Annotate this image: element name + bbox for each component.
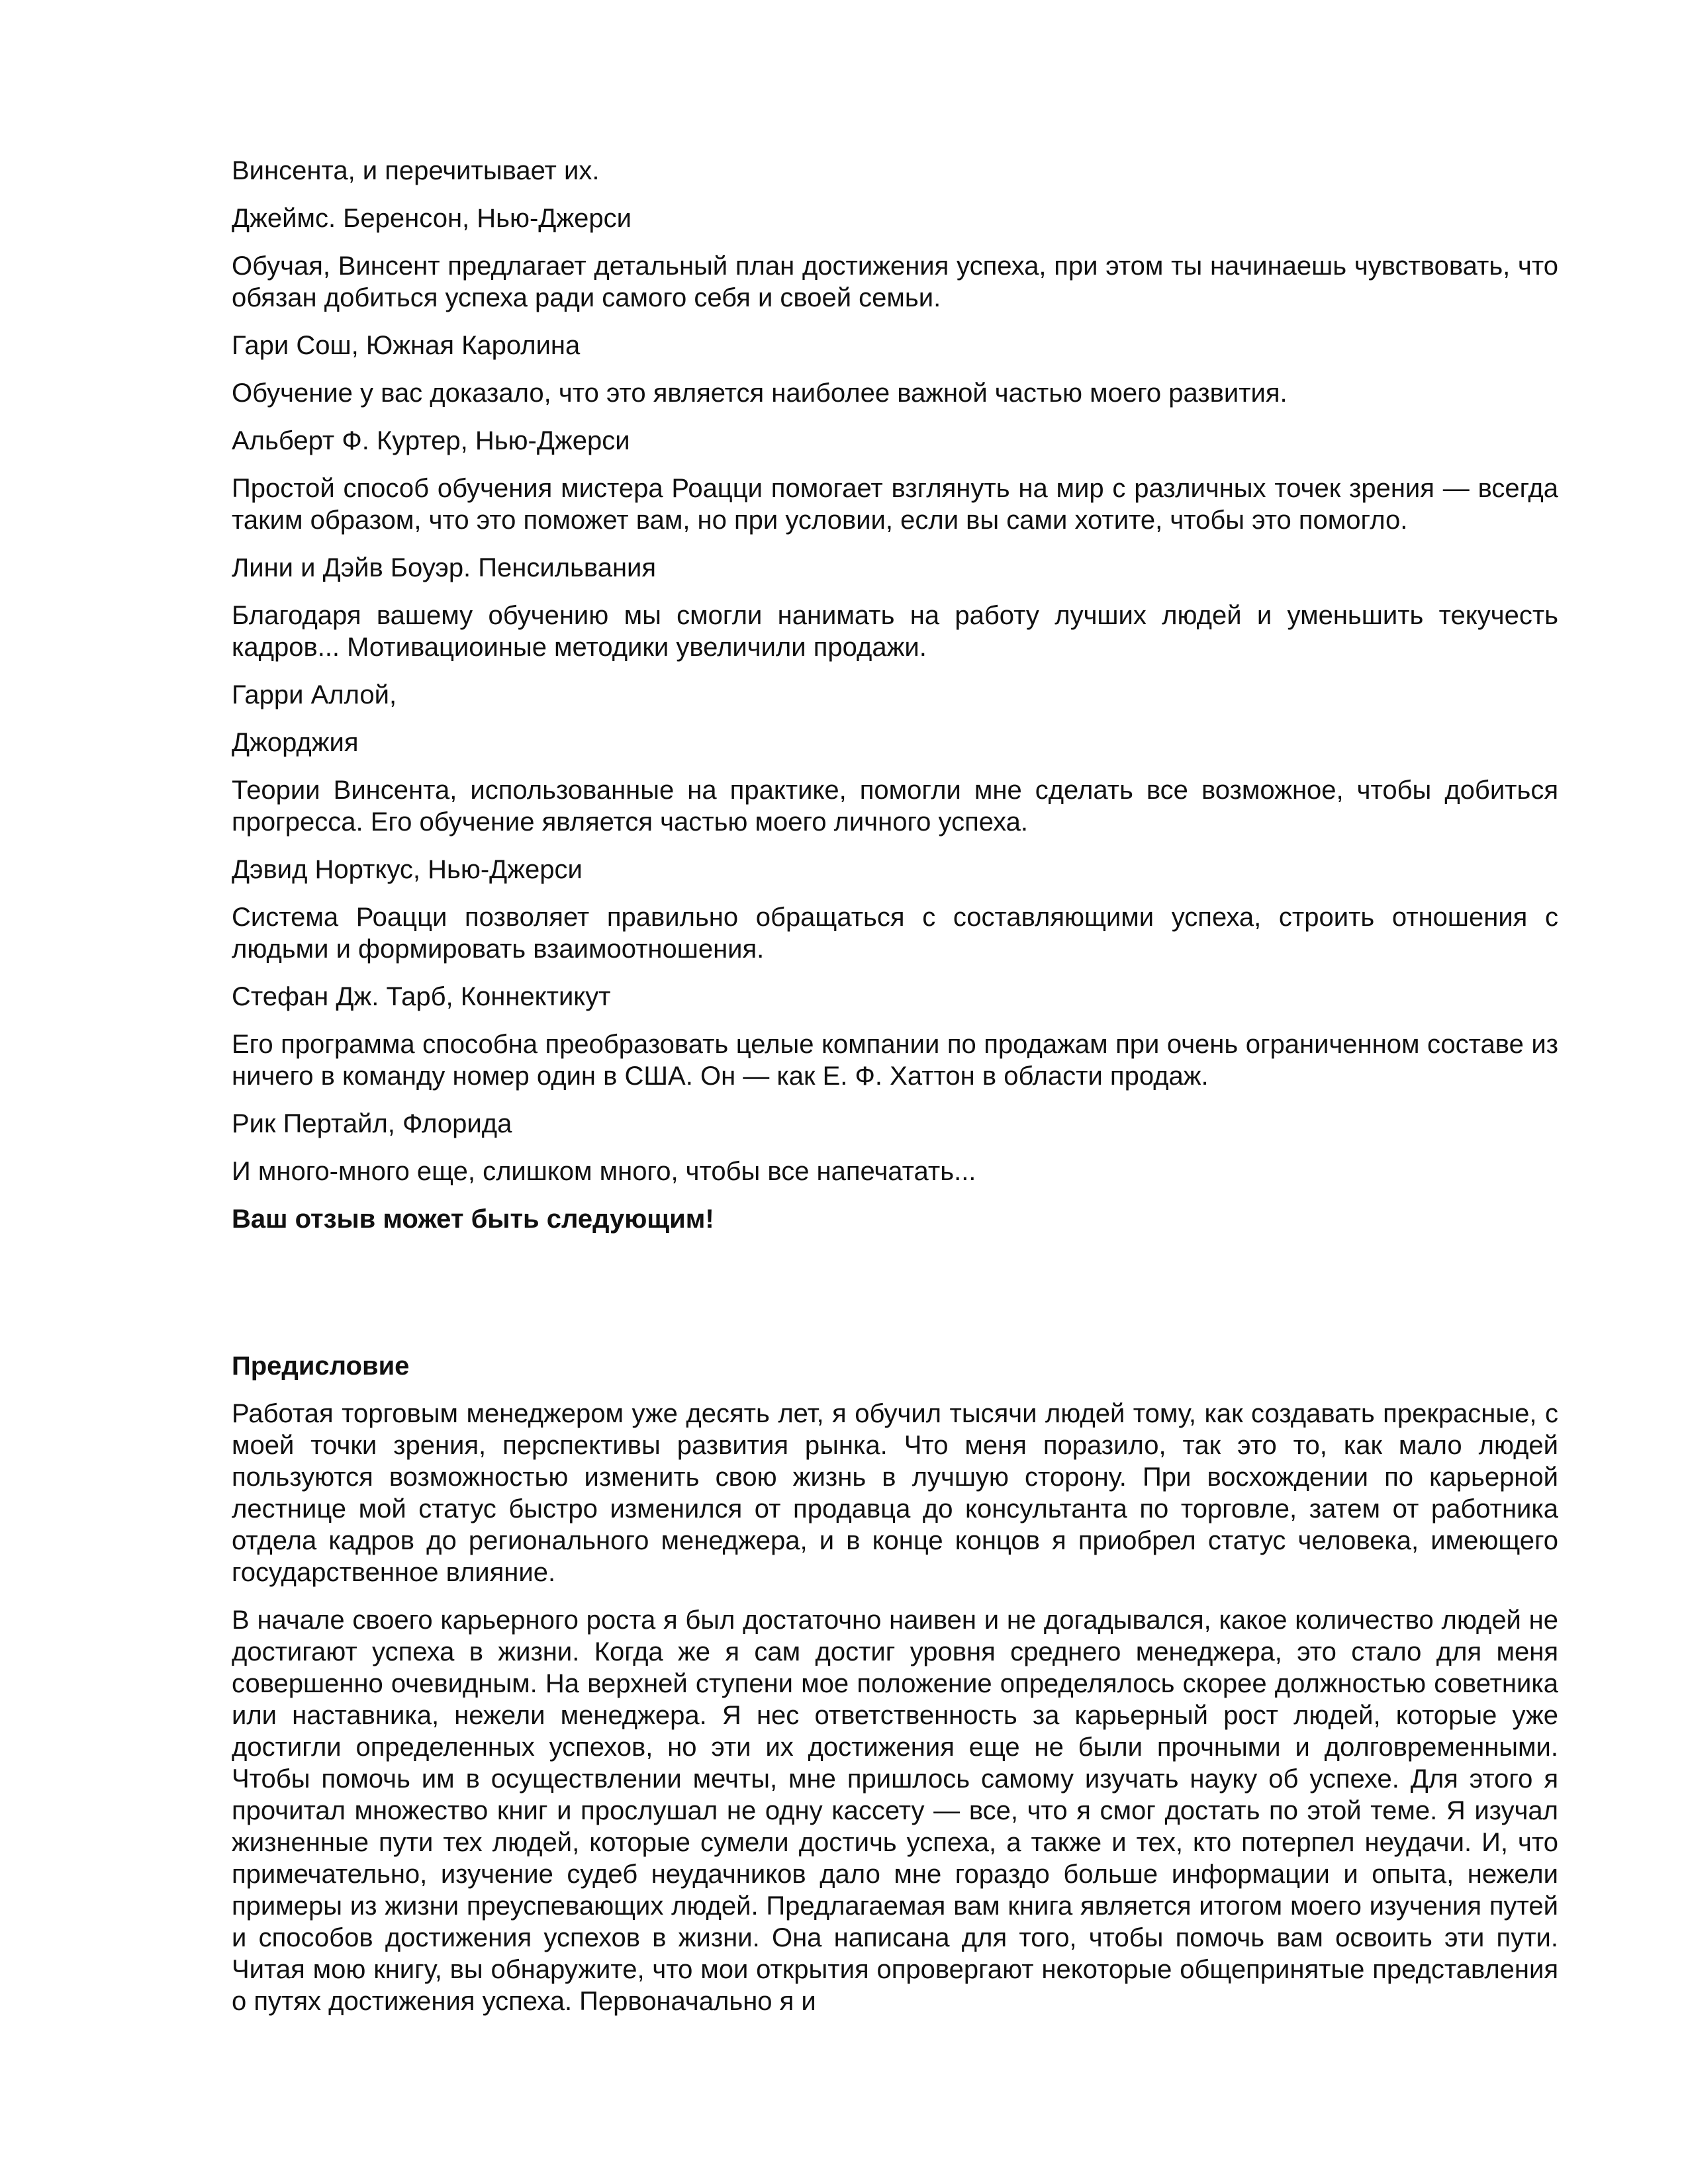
body-paragraph: Работая торговым менеджером уже десять лет, я обучил тысячи людей тому, как создавать прекрасные, с моей точки зрения, перспективы развития рынка. Что меня поразило, так это то, как мало людей пользуются возможностью изменить свою жизнь в лучшую сторону. При восхождении по карьерной лестнице мой статус быстро изменился от продавца до консультанта по торговле, затем от работника отдела кадров до регионального менеджера, и в конце концов я приобрел статус человека, имеющего государственное влияние. (232, 1399, 1558, 1587)
testimonial-quote: Теории Винсента, использованные на практике, помогли мне сделать все возможное, чтобы добиться прогресса. Его обучение является частью моего личного успеха. (232, 776, 1558, 837)
testimonial-author: Гарри Аллой, (232, 680, 397, 709)
body-paragraph: В начале своего карьерного роста я был достаточно наивен и не догадывался, какое количество людей не достигают успеха в жизни. Когда же я сам достиг уровня среднего менеджера, это стало для меня совершенно очевидным. На верхней ступени мое положение определялось скорее должностью советника или наставника, нежели менеджера. Я нес ответственность за карьерный рост людей, которые уже достигли определенных успехов, но эти их достижения еще не были прочными и долговременными. Чтобы помочь им в осуществлении мечты, мне пришлось самому изучать науку об успехе. Для этого я прочитал множество книг и прослушал не одну кассету — все, что я смог достать по этой теме. Я изучал жизненные пути тех людей, которые сумели достичь успеха, а также и тех, кто потерпел неудачи. И, что примечательно, изучение судеб неудачников дало мне гораздо больше информации и опыта, нежели примеры из жизни преуспевающих людей. Предлагаемая вам книга является итогом моего изучения путей и способов достижения успехов в жизни. Она написана для того, чтобы помочь вам освоить эти пути. Читая мою книгу, вы обнаружите, что мои открытия опровергают некоторые общепринятые представления о путях достижения успеха. Первоначально я и (232, 1606, 1558, 2016)
testimonial-quote: Обучая, Винсент предлагает детальный план достижения успеха, при этом ты начинаешь чувствовать, что обязан добиться успеха ради самого себя и своей семьи. (232, 251, 1558, 312)
testimonial-author: Стефан Дж. Тарб, Коннектикут (232, 982, 611, 1011)
testimonial-quote: Система Роацци позволяет правильно обращаться с составляющими успеха, строить отношения с людьми и формировать взаимоотношения. (232, 903, 1558, 964)
testimonial-quote: И много-много еще, слишком много, чтобы все напечатать... (232, 1157, 976, 1186)
testimonial-quote: Обучение у вас доказало, что это является наиболее важной частью моего развития. (232, 379, 1288, 408)
section-spacer (232, 1251, 1558, 1350)
testimonial-author: Джорджия (232, 728, 359, 757)
section-heading: Предисловие (232, 1351, 410, 1381)
testimonial-author: Альберт Ф. Куртер, Нью-Джерси (232, 426, 630, 455)
document-page (232, 155, 1558, 2033)
testimonial-author: Гари Сош, Южная Каролина (232, 331, 581, 360)
testimonial-quote: Простой способ обучения мистера Роацци помогает взглянуть на мир с различных точек зрения — всегда таким образом, что это поможет вам, но при условии, если вы сами хотите, чтобы это помогло. (232, 474, 1558, 535)
testimonial-author: Дэвид Норткус, Нью-Джерси (232, 855, 583, 884)
closing-line: Ваш отзыв может быть следующим! (232, 1205, 714, 1234)
testimonial-quote: Винсента, и перечитывает их. (232, 156, 600, 185)
testimonial-author: Рик Пертайл, Флорида (232, 1109, 512, 1138)
testimonial-quote: Благодаря вашему обучению мы смогли нанимать на работу лучших людей и уменьшить текучесть кадров... Мотивациоиные методики увеличили продажи. (232, 601, 1558, 662)
testimonial-quote: Его программа способна преобразовать целые компании по продажам при очень ограниченном составе из ничего в команду номер один в США. Он — как Е. Ф. Хаттон в области продаж. (232, 1030, 1558, 1091)
testimonial-author: Джеймс. Беренсон, Нью-Джерси (232, 204, 632, 233)
testimonial-author: Лини и Дэйв Боуэр. Пенсильвания (232, 553, 657, 582)
